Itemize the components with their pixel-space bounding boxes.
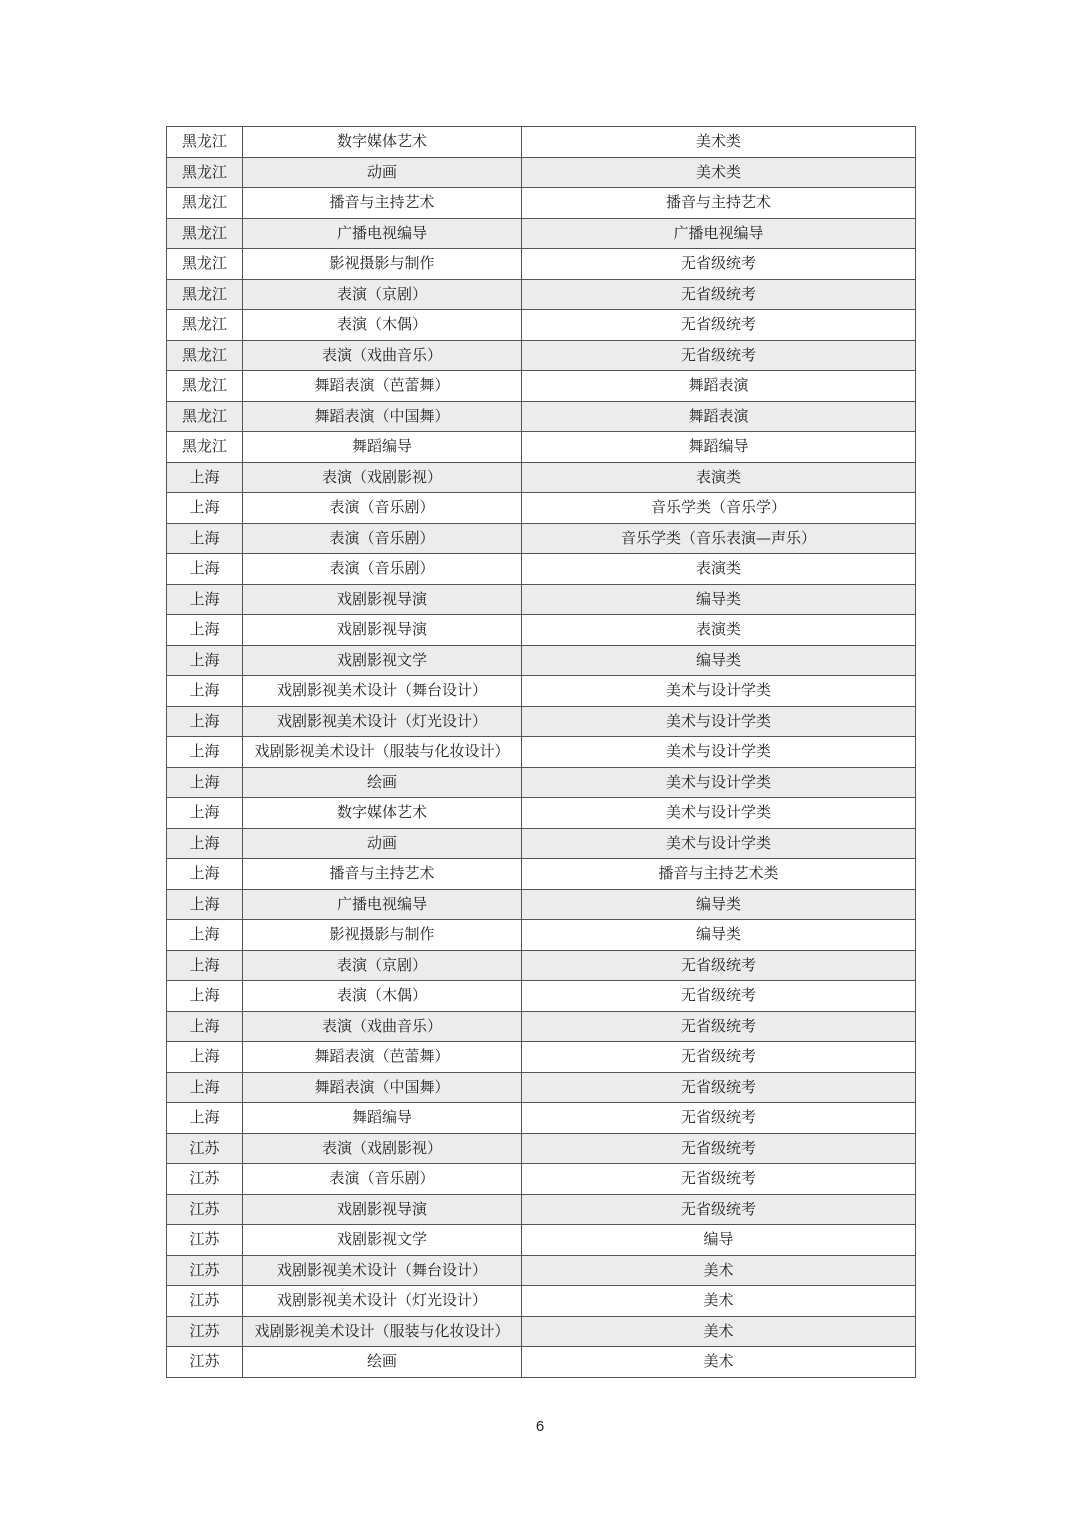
province-cell: 上海 <box>167 798 243 829</box>
province-cell: 黑龙江 <box>167 157 243 188</box>
province-cell: 黑龙江 <box>167 371 243 402</box>
exam-category-cell: 无省级统考 <box>522 310 916 341</box>
exam-category-cell: 无省级统考 <box>522 981 916 1012</box>
major-cell: 绘画 <box>243 767 522 798</box>
province-cell: 黑龙江 <box>167 340 243 371</box>
major-cell: 戏剧影视美术设计（舞台设计） <box>243 1255 522 1286</box>
major-cell: 播音与主持艺术 <box>243 859 522 890</box>
exam-category-cell: 无省级统考 <box>522 1072 916 1103</box>
exam-category-cell: 美术与设计学类 <box>522 828 916 859</box>
major-cell: 表演（戏曲音乐） <box>243 1011 522 1042</box>
major-cell: 表演（音乐剧） <box>243 523 522 554</box>
table-row <box>167 310 916 341</box>
major-cell: 舞蹈表演（中国舞） <box>243 401 522 432</box>
table-row <box>167 889 916 920</box>
exam-category-cell: 舞蹈编导 <box>522 432 916 463</box>
table-row <box>167 1072 916 1103</box>
province-cell: 江苏 <box>167 1194 243 1225</box>
exam-category-cell: 表演类 <box>522 462 916 493</box>
table-row <box>167 462 916 493</box>
exam-category-cell: 无省级统考 <box>522 1011 916 1042</box>
table-row <box>167 737 916 768</box>
province-cell: 黑龙江 <box>167 432 243 463</box>
table-row <box>167 554 916 585</box>
province-cell: 上海 <box>167 523 243 554</box>
province-cell: 上海 <box>167 493 243 524</box>
exam-category-cell: 编导类 <box>522 889 916 920</box>
major-cell: 广播电视编导 <box>243 218 522 249</box>
exam-category-cell: 美术 <box>522 1255 916 1286</box>
major-cell: 戏剧影视美术设计（服装与化妆设计） <box>243 1316 522 1347</box>
exam-category-cell: 音乐学类（音乐表演—声乐） <box>522 523 916 554</box>
exam-category-cell: 表演类 <box>522 615 916 646</box>
province-cell: 黑龙江 <box>167 249 243 280</box>
province-cell: 江苏 <box>167 1164 243 1195</box>
province-cell: 江苏 <box>167 1133 243 1164</box>
province-cell: 黑龙江 <box>167 279 243 310</box>
major-cell: 数字媒体艺术 <box>243 127 522 158</box>
major-cell: 表演（音乐剧） <box>243 554 522 585</box>
exam-category-cell: 播音与主持艺术 <box>522 188 916 219</box>
major-cell: 舞蹈编导 <box>243 432 522 463</box>
province-cell: 上海 <box>167 981 243 1012</box>
table-row <box>167 493 916 524</box>
exam-category-cell: 广播电视编导 <box>522 218 916 249</box>
major-cell: 动画 <box>243 157 522 188</box>
table-row <box>167 1347 916 1378</box>
exam-category-cell: 美术 <box>522 1286 916 1317</box>
exam-category-cell: 舞蹈表演 <box>522 371 916 402</box>
province-cell: 江苏 <box>167 1286 243 1317</box>
province-cell: 江苏 <box>167 1255 243 1286</box>
table-row <box>167 950 916 981</box>
major-cell: 表演（戏剧影视） <box>243 1133 522 1164</box>
exam-category-cell: 美术类 <box>522 157 916 188</box>
province-cell: 上海 <box>167 706 243 737</box>
exam-category-cell: 无省级统考 <box>522 950 916 981</box>
major-cell: 戏剧影视文学 <box>243 645 522 676</box>
province-cell: 上海 <box>167 615 243 646</box>
major-cell: 戏剧影视美术设计（灯光设计） <box>243 1286 522 1317</box>
exam-category-cell: 编导类 <box>522 645 916 676</box>
major-cell: 戏剧影视导演 <box>243 584 522 615</box>
province-cell: 上海 <box>167 950 243 981</box>
province-cell: 黑龙江 <box>167 310 243 341</box>
exam-category-cell: 美术与设计学类 <box>522 706 916 737</box>
exam-category-cell: 舞蹈表演 <box>522 401 916 432</box>
province-cell: 上海 <box>167 920 243 951</box>
exam-category-cell: 无省级统考 <box>522 1194 916 1225</box>
table-row <box>167 706 916 737</box>
table-row <box>167 798 916 829</box>
table-row <box>167 1103 916 1134</box>
exam-category-cell: 音乐学类（音乐学） <box>522 493 916 524</box>
major-cell: 舞蹈表演（芭蕾舞） <box>243 371 522 402</box>
major-cell: 表演（戏曲音乐） <box>243 340 522 371</box>
exam-category-cell: 无省级统考 <box>522 1103 916 1134</box>
table-row <box>167 523 916 554</box>
table-row <box>167 127 916 158</box>
province-cell: 黑龙江 <box>167 401 243 432</box>
province-cell: 上海 <box>167 645 243 676</box>
exam-category-cell: 编导类 <box>522 920 916 951</box>
table-row <box>167 371 916 402</box>
province-cell: 上海 <box>167 554 243 585</box>
major-cell: 戏剧影视美术设计（灯光设计） <box>243 706 522 737</box>
major-cell: 舞蹈表演（中国舞） <box>243 1072 522 1103</box>
major-cell: 动画 <box>243 828 522 859</box>
table-row <box>167 1133 916 1164</box>
province-cell: 江苏 <box>167 1347 243 1378</box>
exam-category-cell: 无省级统考 <box>522 1042 916 1073</box>
major-cell: 舞蹈编导 <box>243 1103 522 1134</box>
major-cell: 表演（音乐剧） <box>243 493 522 524</box>
major-cell: 戏剧影视美术设计（舞台设计） <box>243 676 522 707</box>
exam-category-cell: 无省级统考 <box>522 1164 916 1195</box>
province-cell: 江苏 <box>167 1316 243 1347</box>
major-cell: 表演（木偶） <box>243 310 522 341</box>
table-row <box>167 188 916 219</box>
table-row <box>167 767 916 798</box>
table-row <box>167 401 916 432</box>
table-row <box>167 1042 916 1073</box>
province-cell: 上海 <box>167 767 243 798</box>
table-row <box>167 1225 916 1256</box>
major-cell: 表演（戏剧影视） <box>243 462 522 493</box>
exam-category-cell: 美术与设计学类 <box>522 767 916 798</box>
province-cell: 黑龙江 <box>167 188 243 219</box>
table-row <box>167 1194 916 1225</box>
major-cell: 戏剧影视导演 <box>243 615 522 646</box>
exam-category-cell: 表演类 <box>522 554 916 585</box>
table-row <box>167 1164 916 1195</box>
province-cell: 黑龙江 <box>167 218 243 249</box>
exam-category-cell: 播音与主持艺术类 <box>522 859 916 890</box>
province-cell: 上海 <box>167 828 243 859</box>
table-row <box>167 1286 916 1317</box>
exam-category-cell: 编导 <box>522 1225 916 1256</box>
major-cell: 绘画 <box>243 1347 522 1378</box>
exam-category-cell: 编导类 <box>522 584 916 615</box>
major-cell: 舞蹈表演（芭蕾舞） <box>243 1042 522 1073</box>
major-cell: 播音与主持艺术 <box>243 188 522 219</box>
province-cell: 上海 <box>167 1042 243 1073</box>
major-cell: 影视摄影与制作 <box>243 920 522 951</box>
table-row <box>167 218 916 249</box>
table-row <box>167 157 916 188</box>
data-table <box>166 126 916 1378</box>
province-cell: 上海 <box>167 676 243 707</box>
table-row <box>167 828 916 859</box>
table-row <box>167 584 916 615</box>
province-cell: 上海 <box>167 1072 243 1103</box>
table-row <box>167 249 916 280</box>
major-cell: 表演（京剧） <box>243 279 522 310</box>
table-row <box>167 981 916 1012</box>
table-row <box>167 645 916 676</box>
province-cell: 上海 <box>167 1011 243 1042</box>
major-cell: 广播电视编导 <box>243 889 522 920</box>
major-cell: 戏剧影视美术设计（服装与化妆设计） <box>243 737 522 768</box>
province-cell: 上海 <box>167 462 243 493</box>
table-row <box>167 432 916 463</box>
major-cell: 戏剧影视导演 <box>243 1194 522 1225</box>
major-cell: 戏剧影视文学 <box>243 1225 522 1256</box>
exam-category-cell: 无省级统考 <box>522 249 916 280</box>
table-row <box>167 920 916 951</box>
exam-category-cell: 美术 <box>522 1316 916 1347</box>
table-row <box>167 279 916 310</box>
province-cell: 黑龙江 <box>167 127 243 158</box>
province-cell: 上海 <box>167 1103 243 1134</box>
major-cell: 表演（木偶） <box>243 981 522 1012</box>
province-cell: 上海 <box>167 859 243 890</box>
exam-category-cell: 无省级统考 <box>522 279 916 310</box>
table-row <box>167 1255 916 1286</box>
major-cell: 影视摄影与制作 <box>243 249 522 280</box>
exam-category-cell: 美术与设计学类 <box>522 798 916 829</box>
exam-category-cell: 美术类 <box>522 127 916 158</box>
exam-category-cell: 无省级统考 <box>522 340 916 371</box>
major-cell: 表演（音乐剧） <box>243 1164 522 1195</box>
table-row <box>167 340 916 371</box>
major-cell: 表演（京剧） <box>243 950 522 981</box>
exam-category-cell: 美术 <box>522 1347 916 1378</box>
province-cell: 上海 <box>167 889 243 920</box>
table-row <box>167 1011 916 1042</box>
province-cell: 上海 <box>167 737 243 768</box>
province-cell: 上海 <box>167 584 243 615</box>
table-row <box>167 1316 916 1347</box>
table-row <box>167 615 916 646</box>
page-number: 6 <box>535 1418 545 1435</box>
table-row <box>167 676 916 707</box>
exam-category-cell: 无省级统考 <box>522 1133 916 1164</box>
province-cell: 江苏 <box>167 1225 243 1256</box>
exam-category-cell: 美术与设计学类 <box>522 737 916 768</box>
table-body <box>167 127 916 1378</box>
table-row <box>167 859 916 890</box>
exam-category-cell: 美术与设计学类 <box>522 676 916 707</box>
major-cell: 数字媒体艺术 <box>243 798 522 829</box>
